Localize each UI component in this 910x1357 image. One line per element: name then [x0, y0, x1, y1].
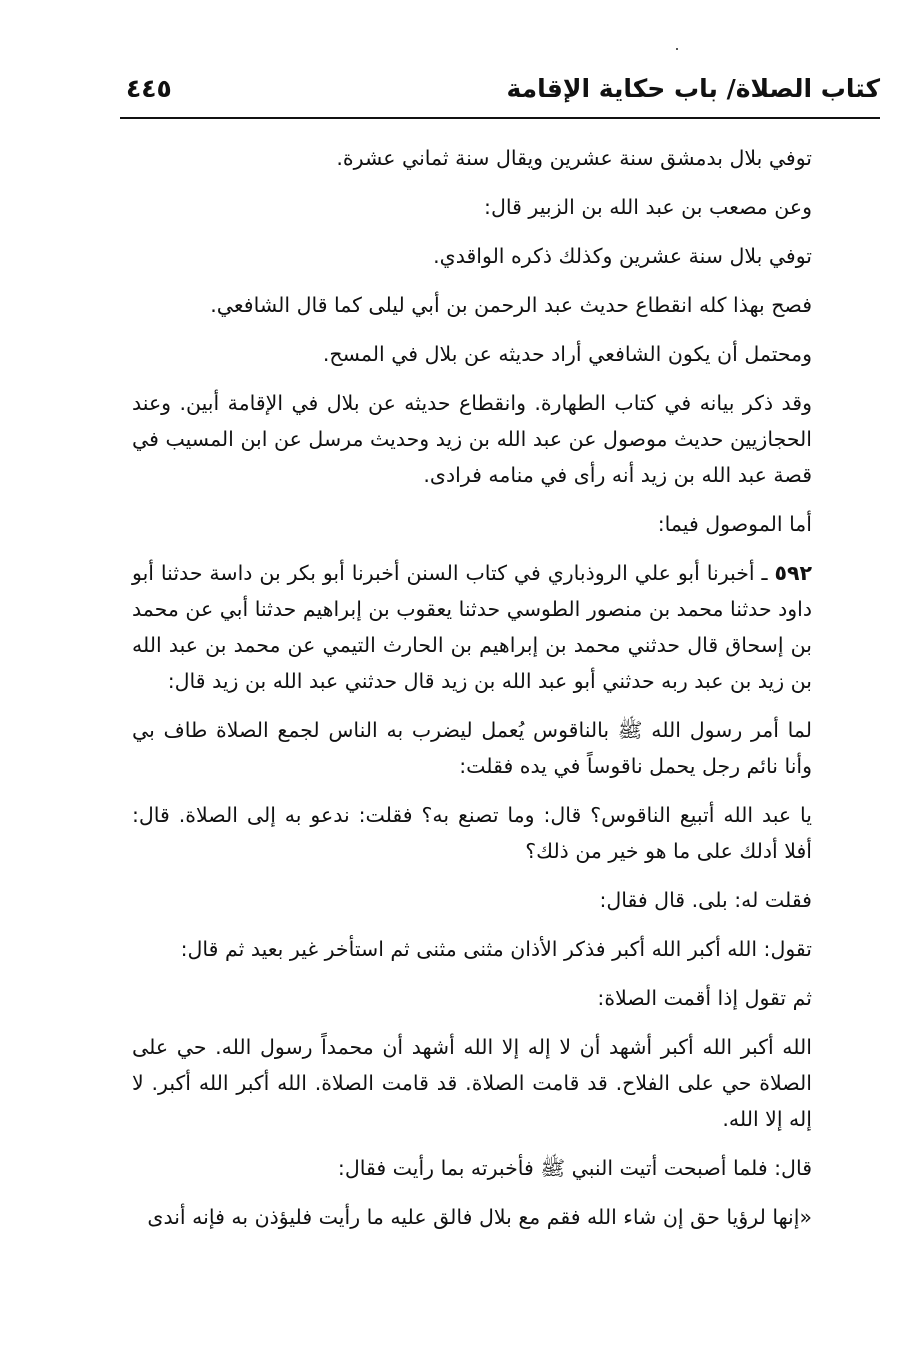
body-text: [132, 140, 874, 1248]
paragraph: توفي بلال سنة عشرين وكذلك ذكره الواقدي.: [433, 244, 812, 268]
paragraph: وقد ذكر بيانه في كتاب الطهارة. وانقطاع حديثه عن بلال في الإقامة أبين. وعند الحجازيين حديث موصول عن عبد الله بن زيد وحديث مرسل عن ابن المسيب في قصة عبد الله بن زيد أنه رأى في منامه فرادى.: [132, 391, 812, 487]
paragraph: فصح بهذا كله انقطاع حديث عبد الرحمن بن أبي ليلى كما قال الشافعي.: [210, 293, 812, 317]
paragraph: وعن مصعب بن عبد الله بن الزبير قال:: [484, 195, 812, 219]
paragraph: توفي بلال بدمشق سنة عشرين ويقال سنة ثماني عشرة.: [336, 146, 812, 170]
hadith-paragraph: ٥٩٢ ـ أخبرنا أبو علي الروذباري في كتاب السنن أخبرنا أبو بكر بن داسة حدثنا أبو داود حدثنا محمد بن منصور الطوسي حدثنا يعقوب بن إبراهيم حدثنا أبي عن محمد بن إسحاق قال حدثني محمد بن إبراهيم بن الحارث التيمي عن محمد بن عبد الله بن زيد بن عبد ربه حدثني أبو عبد الله بن زيد قال حدثني عبد الله بن زيد قال:: [132, 561, 812, 693]
scan-speck: [676, 48, 678, 50]
paragraph: أما الموصول فيما:: [657, 512, 812, 536]
paragraph: قال: فلما أصبحت أتيت النبي ﷺ فأخبرته بما رأيت فقال:: [337, 1156, 812, 1180]
hadith-number: ٥٩٢: [774, 561, 812, 585]
header-rule: [120, 117, 880, 119]
paragraph: ومحتمل أن يكون الشافعي أراد حديثه عن بلال في المسح.: [322, 342, 812, 366]
paragraph: «إنها لرؤيا حق إن شاء الله فقم مع بلال فالق عليه ما رأيت فليؤذن به فإنه أندى: [147, 1205, 812, 1229]
paragraph: تقول: الله أكبر الله أكبر فذكر الأذان مثنى مثنى ثم استأخر غير بعيد ثم قال:: [180, 937, 812, 961]
paragraph: لما أمر رسول الله ﷺ بالناقوس يُعمل ليضرب به الناس لجمع الصلاة طاف بي وأنا نائم رجل يحمل ناقوساً في يده فقلت:: [132, 718, 812, 778]
paragraph: يا عبد الله أتبيع الناقوس؟ قال: وما تصنع به؟ فقلت: ندعو به إلى الصلاة. قال: أفلا أدلك على ما هو خير من ذلك؟: [132, 803, 812, 863]
paragraph: فقلت له: بلى. قال فقال:: [599, 888, 812, 912]
page-number: ٤٤٥: [126, 74, 172, 103]
chapter-title: كتاب الصلاة/ باب حكاية الإقامة: [506, 74, 880, 103]
running-header: [120, 72, 880, 118]
paragraph: ثم تقول إذا أقمت الصلاة:: [597, 986, 812, 1010]
paragraph: الله أكبر الله أكبر أشهد أن لا إله إلا الله أشهد أن محمداً رسول الله. حي على الصلاة حي على الفلاح. قد قامت الصلاة. قد قامت الصلاة. الله أكبر الله أكبر. لا إله إلا الله.: [132, 1035, 812, 1131]
